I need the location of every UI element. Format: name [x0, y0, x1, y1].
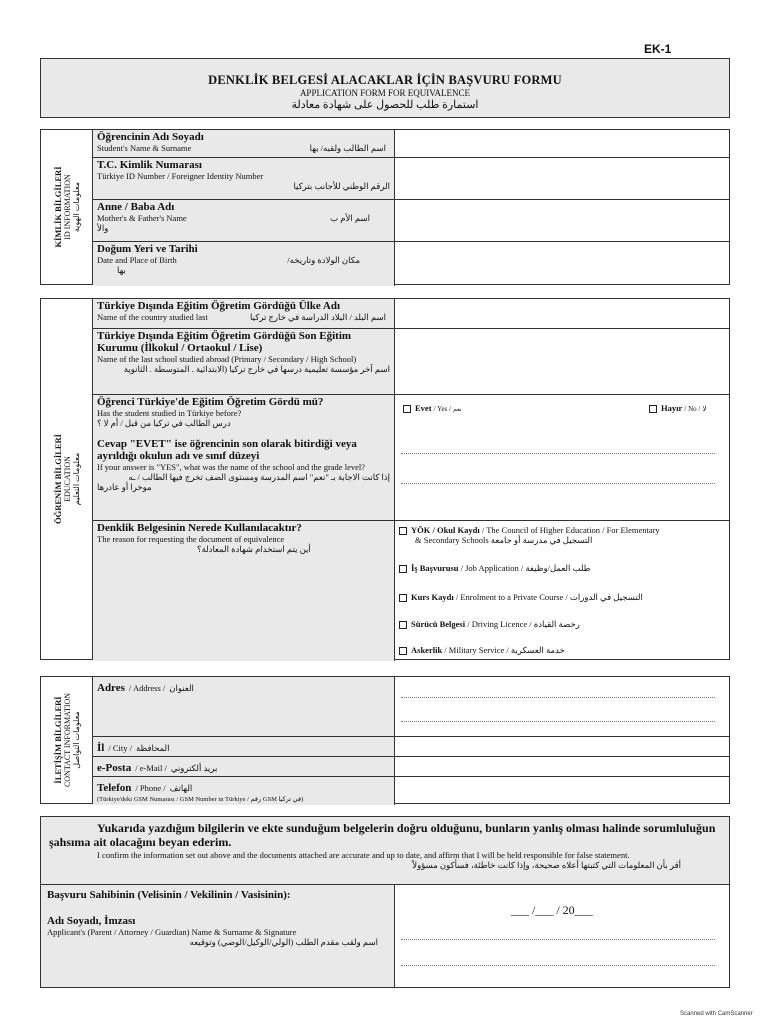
studied-tr: Öğrenci Türkiye'de Eğitim Öğretim Gördü mü?	[97, 396, 324, 408]
form-title-tr: DENKLİK BELGESİ ALACAKLAR İÇİN BAŞVURU FORMU	[208, 73, 562, 87]
declaration-section	[40, 816, 730, 988]
option-driving-ar: رخصة القيادة	[533, 619, 580, 629]
contact-side-en: CONTACT INFORMATION	[62, 692, 72, 788]
option-yok-rest: / The Council of Higher Education / For Elementary	[479, 525, 660, 535]
phone-row	[93, 777, 729, 805]
phone-en: / Phone /	[135, 783, 166, 793]
parent-name-row	[93, 200, 729, 242]
country-row	[93, 299, 729, 329]
no-label: Hayır	[661, 403, 683, 413]
student-name-label	[93, 130, 395, 157]
birth-tr: Doğum Yeri ve Tarihi	[97, 243, 198, 255]
email-label	[93, 757, 395, 776]
school-label	[93, 329, 395, 394]
address-line-1[interactable]	[401, 697, 715, 698]
no-en: / No /	[684, 405, 701, 413]
education-section-side-label	[41, 299, 93, 659]
yes-checkbox[interactable]	[403, 405, 411, 413]
declaration-ar: أقر بأن المعلومات التي كتبتها أعلاه صحيحة، وإذا كانت خاطئة، فسأكون مسؤولاً	[412, 860, 681, 870]
option-driving-rest: / Driving Licence /	[465, 619, 532, 629]
date-field[interactable]: ___ /___ / 20___	[511, 903, 593, 917]
city-label	[93, 737, 395, 756]
school-ar: اسم آخر مؤسسة تعليمية درسها في خارج تركيا (الابتدائية . المتوسطة . الثانوية	[123, 364, 390, 374]
reason-en: The reason for requesting the document of equivalence	[97, 534, 285, 544]
option-job-rest: / Job Application /	[458, 563, 524, 573]
student-name-en: Student's Name & Surname	[97, 143, 192, 153]
address-line-2[interactable]	[401, 721, 715, 722]
address-tr: Adres	[97, 682, 125, 694]
id-section	[40, 129, 730, 285]
reason-tr: Denklik Belgesinin Nerede Kullanılacaktır?	[97, 522, 302, 534]
scanner-watermark: Scanned with CamScanner	[680, 1011, 753, 1017]
option-driving[interactable]	[399, 619, 580, 630]
birth-ar2: بها	[117, 265, 126, 275]
reason-ar: أين يتم استخدام شهادة المعادلة؟	[197, 544, 311, 554]
option-military-checkbox[interactable]	[399, 647, 407, 655]
if-yes-ar2: موخرا أو عادرها	[97, 482, 152, 492]
yes-option[interactable]	[403, 403, 462, 413]
studied-ar: درس الطالب في تركيا من قبل / أم لا ؟	[97, 418, 231, 428]
no-checkbox[interactable]	[649, 405, 657, 413]
studied-label	[93, 395, 395, 520]
declaration-text	[41, 817, 729, 885]
country-label	[93, 299, 395, 328]
edu-side-ar: معلومات التعليم	[71, 452, 81, 506]
applicant-name-ar: اسم ولقب مقدم الطلب (الولي/الوكيل/الوصي) وتوقيعه	[189, 937, 378, 947]
education-section	[40, 298, 730, 660]
birth-ar: مكان الولادة وتاريخه/	[287, 255, 360, 265]
declaration-en: I confirm the information set out above and the documents attached are accurate and up to date, and affirm that I will be held responsible for false statement.	[97, 850, 630, 860]
edu-side-tr: ÖĞRENİM BİLGİLERİ	[52, 434, 63, 524]
email-ar: بريد ألكتروني	[170, 763, 218, 773]
address-label	[93, 677, 395, 736]
country-ar: اسم البلد / البلاد الدراسة في خارج تركيا	[250, 312, 386, 322]
school-tr: Türkiye Dışında Eğitim Öğretim Gördüğü Son Eğitim Kurumu (İlkokul / Ortaokul / Lise)	[97, 330, 352, 354]
option-job[interactable]	[399, 563, 590, 574]
form-code: EK-1	[644, 42, 672, 56]
student-name-ar: اسم الطالب ولقبه/ بها	[309, 143, 386, 153]
contact-side-tr: İLETİŞİM BİLGİLERİ	[52, 696, 63, 784]
address-ar: العنوان	[169, 683, 194, 693]
id-number-label	[93, 158, 395, 199]
city-ar: المحافظة	[135, 743, 170, 753]
reason-label	[93, 521, 395, 661]
id-side-ar: معلومات الهوية	[71, 181, 81, 233]
student-name-row	[93, 130, 729, 158]
no-ar: لا	[702, 405, 707, 413]
email-tr: e-Posta	[97, 762, 132, 774]
option-course-checkbox[interactable]	[399, 594, 407, 602]
birth-row	[93, 242, 729, 286]
address-row	[93, 677, 729, 737]
option-driving-bold: Sürücü Belgesi	[411, 619, 466, 629]
email-row	[93, 757, 729, 777]
form-header	[40, 58, 730, 118]
option-course-bold: Kurs Kaydı	[411, 592, 454, 602]
yes-en: / Yes /	[433, 405, 451, 413]
yes-label: Evet	[415, 403, 432, 413]
if-yes-tr: Cevap "EVET" ise öğrencinin son olarak bitirdiği veya ayrıldığı okulun adı ve sınıf düzeyi	[97, 438, 357, 462]
school-en: Name of the last school studied abroad (Primary / Secondary / High School)	[97, 354, 357, 364]
address-en: / Address /	[128, 683, 166, 693]
option-yok[interactable]	[399, 525, 660, 546]
applicant-label	[41, 885, 395, 987]
phone-note: (Türkiye'deki GSM Numarası / GSM Number in Türkiye /	[97, 796, 249, 803]
option-military-ar: خدمة العسكرية	[510, 645, 565, 655]
signature-line-1[interactable]	[401, 939, 715, 940]
applicant-name-tr: Adı Soyadı, İmzası	[47, 915, 136, 927]
option-job-checkbox[interactable]	[399, 565, 407, 573]
form-title-ar: استمارة طلب للحصول على شهادة معادلة	[291, 99, 479, 111]
school-row	[93, 329, 729, 395]
student-name-tr: Öğrencinin Adı Soyadı	[97, 131, 204, 143]
option-military[interactable]	[399, 645, 565, 656]
id-number-tr: T.C. Kimlik Numarası	[97, 159, 202, 171]
country-tr: Türkiye Dışında Eğitim Öğretim Gördüğü Ülke Adı	[97, 300, 341, 312]
id-side-en: ID INFORMATION	[62, 174, 72, 240]
option-yok-bold: YÖK / Okul Kaydı	[411, 525, 480, 535]
applicant-name-en: Applicant's (Parent / Attorney / Guardian) Name & Surname & Signature	[47, 927, 297, 937]
if-yes-answer-line-1[interactable]	[401, 453, 715, 454]
option-job-bold: İş Başvurusu	[411, 563, 459, 573]
phone-tr: Telefon	[97, 782, 132, 794]
id-number-ar: الرقم الوطني للأجانب بتركيا	[293, 181, 390, 191]
parent-name-ar: اسم الأم ب	[330, 213, 370, 223]
parent-name-label	[93, 200, 395, 241]
applicant-tr: Başvuru Sahibinin (Velisinin / Vekilinin / Vasisinin):	[47, 889, 291, 901]
option-course-ar: التسجيل في الدورات	[569, 592, 643, 602]
form-title-en: APPLICATION FORM FOR EQUIVALENCE	[299, 88, 471, 98]
country-en: Name of the country studied last	[97, 312, 208, 322]
birth-label	[93, 242, 395, 286]
option-course-rest: / Enrolment to a Private Course /	[453, 592, 568, 602]
declaration-tr: Yukarıda yazdığım bilgilerin ve ekte sunduğum belgelerin doğru olduğunu, bunların yanlış olması halinde sorumluluğun şahsıma ait olacağını beyan ederim.	[49, 821, 716, 849]
option-driving-checkbox[interactable]	[399, 621, 407, 629]
option-military-rest: / Military Service /	[442, 645, 509, 655]
signature-line-2[interactable]	[401, 965, 715, 966]
option-yok-ar: التسجيل في مدرسة أو جامعة	[490, 535, 593, 546]
contact-section-side-label	[41, 677, 93, 803]
option-military-bold: Askerlik	[411, 645, 443, 655]
yes-ar: نعم	[453, 407, 462, 413]
if-yes-ar: إذا كانت الاجابة بـ "نعم" اسم المدرسة ومستوى الصف تخرج فيها الطالب / ـه	[128, 472, 390, 482]
id-number-en: Türkiye ID Number / Foreigner Identity Number	[97, 171, 264, 181]
id-section-side-label	[41, 130, 93, 284]
option-yok-line2: & Secondary Schools	[415, 535, 489, 546]
birth-en: Date and Place of Birth	[97, 255, 177, 265]
option-yok-checkbox[interactable]	[399, 527, 407, 535]
edu-side-en: EDUCATION	[62, 456, 72, 502]
phone-label	[93, 777, 395, 805]
email-en: / e-Mail /	[135, 763, 167, 773]
contact-side-ar: معلومات التواصل	[71, 711, 81, 769]
id-number-row	[93, 158, 729, 200]
contact-section	[40, 676, 730, 804]
city-tr: İl	[97, 742, 105, 754]
parent-name-tr: Anne / Baba Adı	[97, 201, 175, 213]
parent-name-ar2: والأ	[97, 223, 109, 233]
if-yes-en: If your answer is "YES", what was the name of the school and the grade level?	[97, 462, 365, 472]
no-option[interactable]	[649, 403, 706, 413]
option-job-ar: طلب العمل/وظيفة	[525, 563, 591, 573]
parent-name-en: Mother's & Father's Name	[97, 213, 187, 223]
phone-note-ar: رقم GSM في تركيا)	[250, 796, 304, 803]
option-course[interactable]	[399, 592, 643, 603]
reason-row	[93, 521, 729, 661]
city-en: / City /	[108, 743, 132, 753]
id-side-tr: KİMLİK BİLGİLERİ	[52, 166, 63, 248]
phone-ar: الهاتف	[169, 783, 193, 793]
city-row	[93, 737, 729, 757]
if-yes-answer-line-2[interactable]	[401, 483, 715, 484]
studied-row	[93, 395, 729, 521]
studied-en: Has the student studied in Türkiye before?	[97, 408, 242, 418]
